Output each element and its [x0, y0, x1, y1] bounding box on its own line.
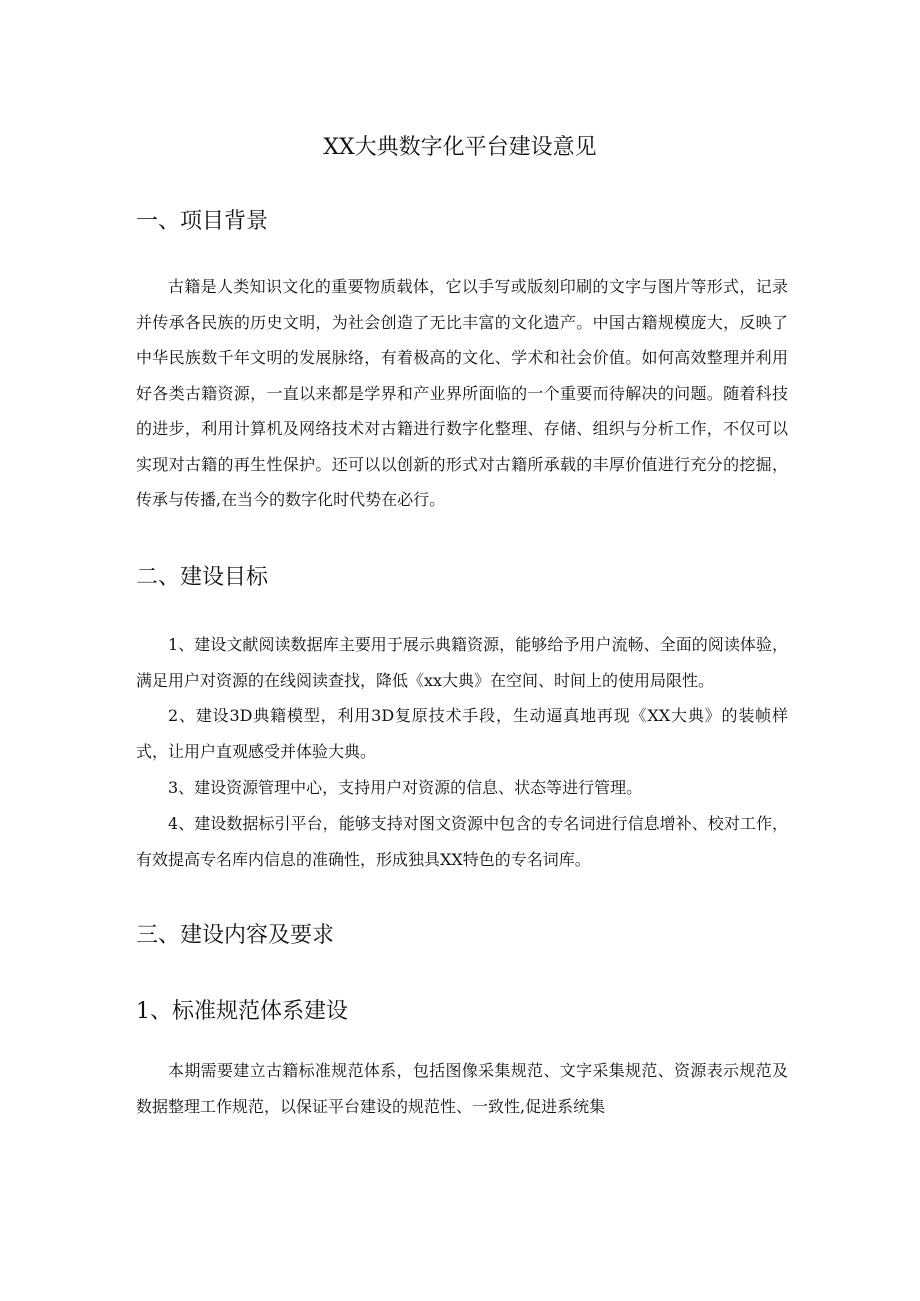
document-title: XX大典数字化平台建设意见 [323, 135, 597, 160]
section-heading-content: 三、建设内容及要求 [136, 923, 335, 948]
goal-item-2: 2、建设3D典籍模型，利用3D复原技术手段，生动逼真地再现《XX大典》的装帧样式，让用户直观感受并体验大典。 [136, 706, 788, 761]
goal-item-3: 3、建设资源管理中心，支持用户对资源的信息、状态等进行管理。 [168, 778, 643, 797]
subsection-heading-standards: 1、标准规范体系建设 [136, 999, 348, 1024]
background-paragraph: 古籍是人类知识文化的重要物质载体，它以手写或版刻印刷的文字与图片等形式，记录并传承各民族的历史文明，为社会创造了无比丰富的文化遗产。中国古籍规模庞大，反映了中华民族数千年文明的发展脉络，有着极高的文化、学术和社会价值。如何高效整理并利用好各类古籍资源，一直以来都是学界和产业界所面临的一个重要而待解决的问题。随着科技的进步，利用计算机及网络技术对古籍进行数字化整理、存储、组织与分析工作，不仅可以实现对古籍的再生性保护。还可以以创新的形式对古籍所承载的丰厚价值进行充分的挖掘，传承与传播,在当今的数字化时代势在必行。 [136, 277, 788, 509]
section-heading-background: 一、项目背景 [136, 209, 269, 234]
goal-item-4: 4、建设数据标引平台，能够支持对图文资源中包含的专名词进行信息增补、校对工作，有效提高专名库内信息的准确性，形成独具XX特色的专名词库。 [136, 814, 788, 869]
section-heading-goals: 二、建设目标 [136, 565, 269, 590]
standards-paragraph: 本期需要建立古籍标准规范体系，包括图像采集规范、文字采集规范、资源表示规范及数据整理工作规范，以保证平台建设的规范性、一致性,促进系统集 [136, 1061, 788, 1116]
goal-item-1: 1、建设文献阅读数据库主要用于展示典籍资源，能够给予用户流畅、全面的阅读体验，满足用户对资源的在线阅读查找，降低《xx大典》在空间、时间上的使用局限性。 [136, 635, 788, 690]
